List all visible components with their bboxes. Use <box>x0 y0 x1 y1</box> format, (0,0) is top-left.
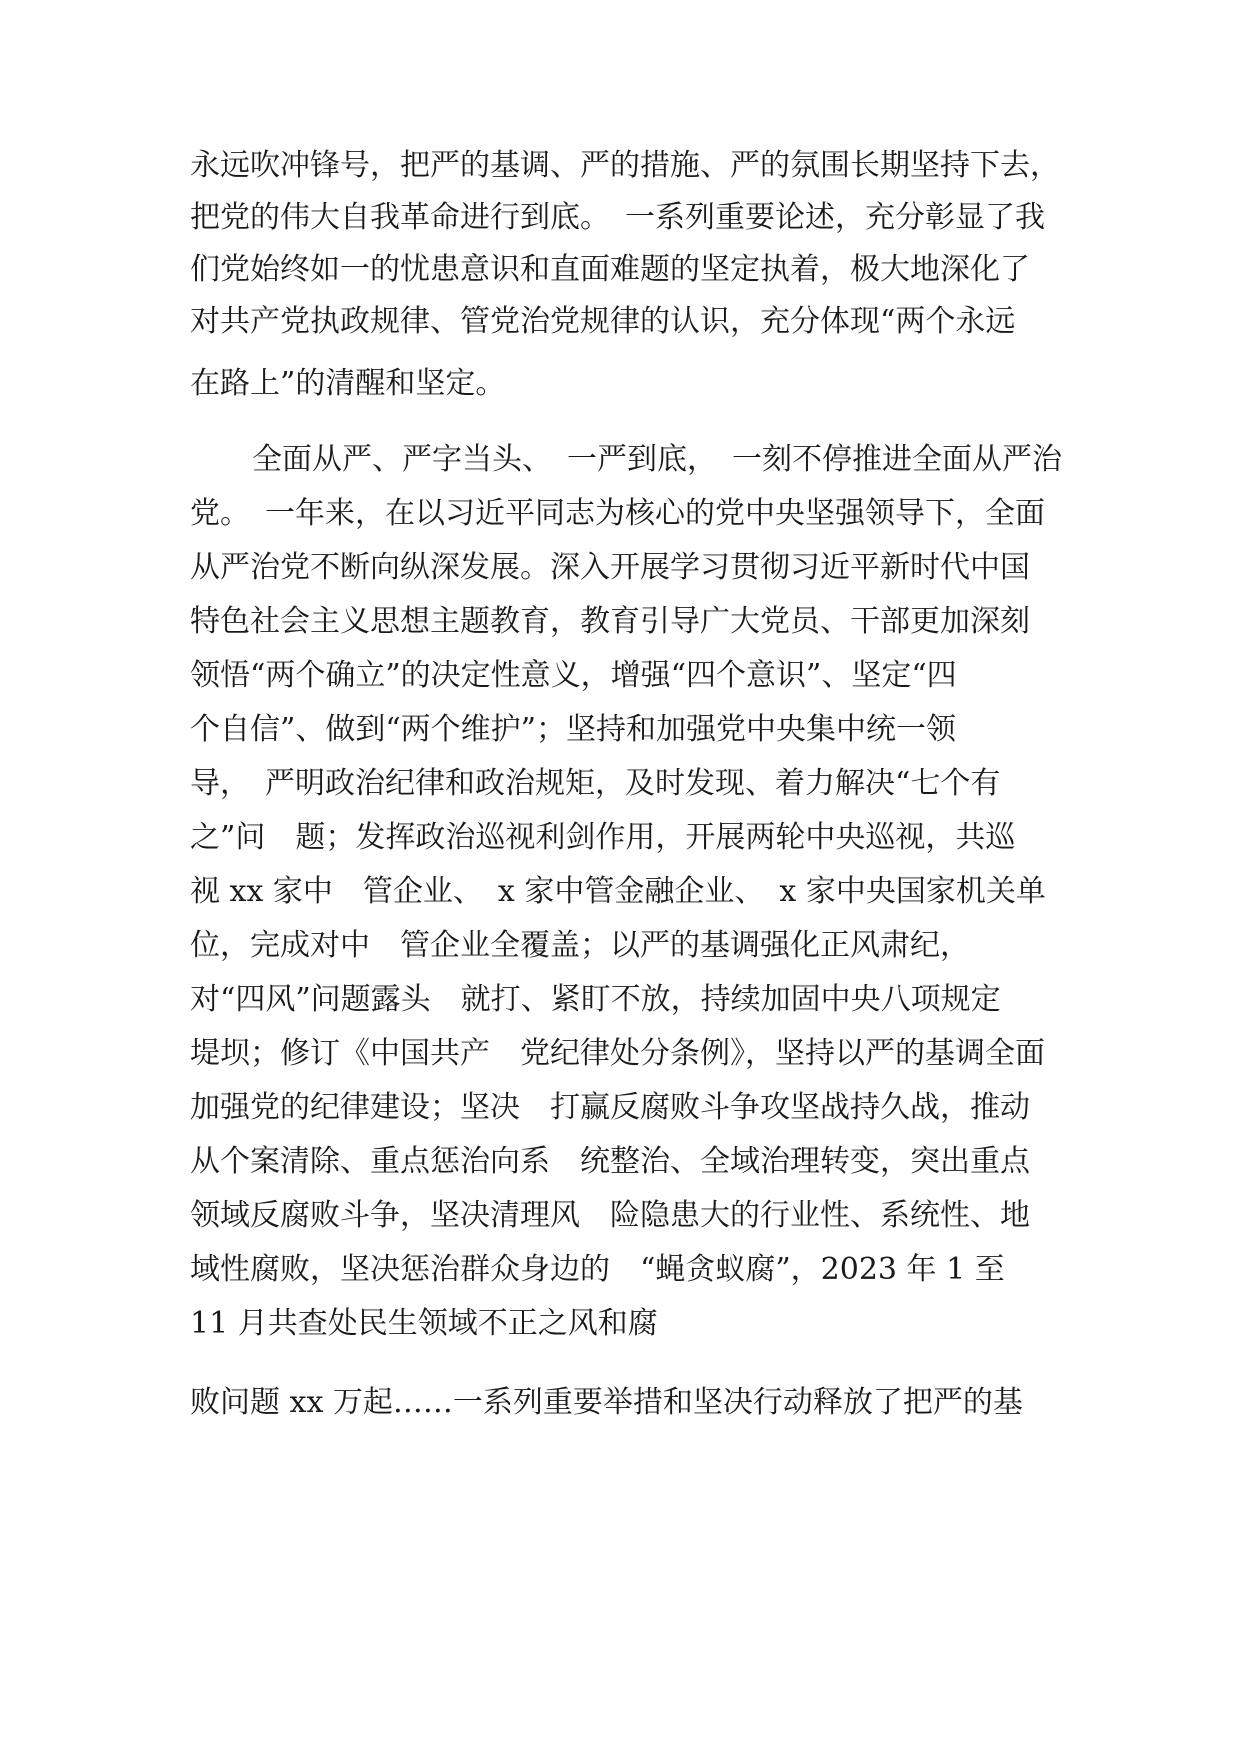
text-line: 对“四风”问题露头 就打、紧盯不放，持续加固中央八项规定 <box>190 982 1001 1017</box>
text-line: 11 月共查处民生领域不正之风和腐 <box>190 1306 658 1341</box>
text-line: 败问题 xx 万起……一系列重要举措和坚决行动释放了把严的基 <box>190 1385 1023 1420</box>
text-line: 堤坝；修订《中国共产 党纪律处分条例》，坚持以严的基调全面 <box>190 1036 1045 1071</box>
text-line: 域性腐败，坚决惩治群众身边的 “蝇贪蚁腐”，2023 年 1 至 <box>190 1252 1005 1287</box>
text-line: 把党的伟大自我革命进行到底。 一系列重要论述，充分彰显了我 <box>190 200 1045 235</box>
text-line: 特色社会主义思想主题教育，教育引导广大党员、干部更加深刻 <box>190 604 1030 639</box>
text-line: 视 xx 家中 管企业、 x 家中管金融企业、 x 家中央国家机关单 <box>190 874 1046 909</box>
text-line: 领悟“两个确立”的决定性意义，增强“四个意识”、坚定“四 <box>190 658 957 693</box>
text-line: 之”问 题；发挥政治巡视利剑作用，开展两轮中央巡视，共巡 <box>190 820 1016 855</box>
text-line: 领域反腐败斗争，坚决清理风 险隐患大的行业性、系统性、地 <box>190 1198 1030 1233</box>
text-line: 们党始终如一的忧患意识和直面难题的坚定执着，极大地深化了 <box>190 252 1030 287</box>
text-line: 永远吹冲锋号，把严的基调、严的措施、严的氛围长期坚持下去， <box>190 148 1060 183</box>
text-line: 个自信”、做到“两个维护”；坚持和加强党中央集中统一领 <box>190 712 957 747</box>
text-line: 从个案清除、重点惩治向系 统整治、全域治理转变，突出重点 <box>190 1144 1030 1179</box>
text-line: 党。 一年来，在以习近平同志为核心的党中央坚强领导下，全面 <box>190 496 1045 531</box>
text-line: 全面从严、严字当头、 一严到底， 一刻不停推进全面从严治 <box>252 442 1062 477</box>
text-line: 位，完成对中 管企业全覆盖；以严的基调强化正风肃纪， <box>190 928 970 963</box>
text-line: 加强党的纪律建设；坚决 打赢反腐败斗争攻坚战持久战，推动 <box>190 1090 1030 1125</box>
text-line: 从严治党不断向纵深发展。深入开展学习贯彻习近平新时代中国 <box>190 550 1030 585</box>
text-line: 导， 严明政治纪律和政治规矩，及时发现、着力解决“七个有 <box>190 766 1001 801</box>
text-line: 在路上”的清醒和坚定。 <box>190 366 506 401</box>
text-line: 对共产党执政规律、管党治党规律的认识，充分体现“两个永远 <box>190 304 1016 339</box>
